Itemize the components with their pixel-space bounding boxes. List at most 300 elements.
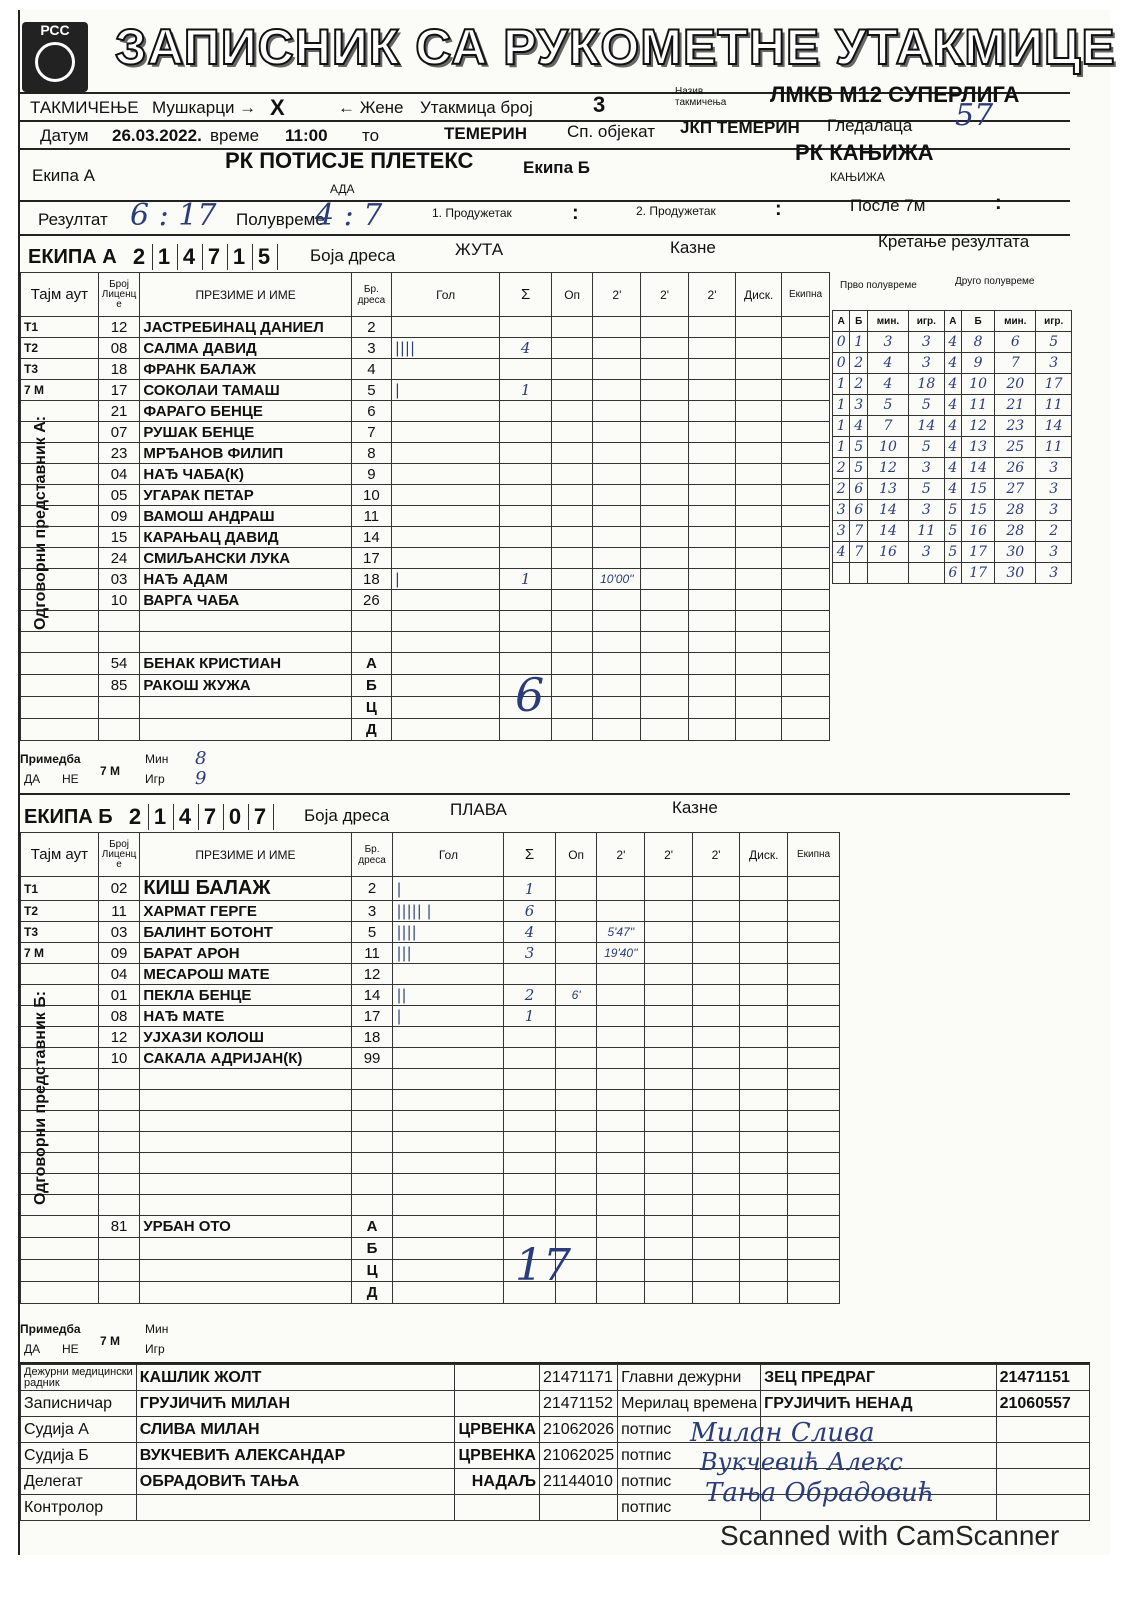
spectators-value: 57 [955, 98, 994, 133]
staff-license2 [996, 1443, 1089, 1469]
col-disq: Диск. [736, 273, 782, 317]
team-b-city: КАЊИЖА [830, 170, 885, 184]
disqualification-cell [740, 1006, 788, 1027]
col-goal: Гол [393, 833, 504, 877]
progress-cell: 26 [995, 458, 1036, 479]
player-name: СОКОЛАИ ТАМАШ [140, 380, 352, 401]
timeout-cell: Т2 [21, 338, 99, 359]
divider [20, 120, 1070, 122]
staff-row [21, 1417, 1090, 1443]
staff-license2: 21471151 [996, 1365, 1089, 1391]
progress-cell: 13 [962, 437, 995, 458]
team-penalty-cell [788, 1111, 840, 1132]
suspension-cell [645, 1090, 692, 1111]
goal-sum: 4 [504, 922, 555, 943]
goal-tally [391, 464, 500, 485]
empty-cell [782, 653, 830, 675]
suspension-cell [688, 464, 735, 485]
player-row [21, 443, 830, 464]
warning-cell [555, 964, 597, 985]
player-row [21, 1111, 840, 1132]
progress-cell: 4 [944, 437, 961, 458]
team-a-igr-label: Игр [145, 772, 165, 786]
progress-cell: 4 [944, 353, 961, 374]
suspension-cell [645, 1006, 692, 1027]
license-cell: 21 [98, 401, 140, 422]
jersey-number: 3 [351, 338, 391, 359]
team-penalty-cell [788, 985, 840, 1006]
goal-tally [393, 1111, 504, 1132]
suspension-cell [641, 569, 688, 590]
suspension-cell [688, 548, 735, 569]
progress-cell: 3 [867, 332, 908, 353]
progress-col: мин. [867, 311, 908, 332]
warning-cell [555, 1195, 597, 1216]
progress-cell: 1 [850, 332, 867, 353]
empty-cell [645, 1282, 692, 1304]
progress-cell: 6 [944, 563, 961, 584]
suspension-cell [645, 943, 692, 964]
empty-cell [393, 1260, 504, 1282]
half-value: 4 : 7 [315, 198, 383, 233]
team-penalty-cell [782, 611, 830, 632]
player-name: ХАРМАТ ГЕРГЕ [140, 901, 351, 922]
suspension-cell [593, 590, 641, 611]
official-name [140, 1282, 351, 1304]
player-name: МЕСАРОШ МАТЕ [140, 964, 351, 985]
suspension-cell [593, 611, 641, 632]
team-code-digit: 2 [124, 804, 149, 830]
official-role: А [351, 653, 391, 675]
license-cell [98, 1238, 140, 1260]
suspension-cell [692, 1069, 739, 1090]
signature-referee-b: Вукчевић Алекс [700, 1448, 903, 1476]
warning-cell [555, 1174, 597, 1195]
player-name: УГАРАК ПЕТАР [140, 485, 352, 506]
team-code-digit: 7 [203, 244, 228, 270]
first-half-label: Прво полувреме [840, 280, 917, 291]
license-cell: 08 [98, 338, 140, 359]
warning-cell [551, 443, 593, 464]
spectators-label: Гледалаца [827, 116, 913, 135]
team-b-min-label: Мин [145, 1322, 169, 1336]
player-row [21, 922, 840, 943]
empty-cell [555, 1216, 597, 1238]
license-cell: 15 [98, 527, 140, 548]
col-warn: Оп [551, 273, 593, 317]
empty-cell [788, 1216, 840, 1238]
official-row [21, 719, 830, 741]
player-name: ВАМОШ АНДРАШ [140, 506, 352, 527]
empty-cell [551, 675, 593, 697]
progress-cell: 30 [995, 563, 1036, 584]
disqualification-cell [736, 338, 782, 359]
license-cell [98, 719, 140, 741]
progress-cell: 14 [1036, 416, 1072, 437]
progress-cell: 2 [833, 458, 850, 479]
progress-cell: 4 [833, 542, 850, 563]
suspension-cell [641, 485, 688, 506]
empty-cell [688, 719, 735, 741]
team-penalty-cell [788, 922, 840, 943]
goal-sum [504, 964, 555, 985]
official-row [21, 1260, 840, 1282]
staff-role: Делегат [21, 1469, 137, 1495]
team-a-7m: 7 М [100, 764, 121, 778]
goal-tally [393, 1153, 504, 1174]
goal-tally [391, 527, 500, 548]
player-row [21, 1132, 840, 1153]
team-a-table [20, 272, 830, 741]
goal-sum [500, 485, 551, 506]
team-penalty-cell [788, 1027, 840, 1048]
empty-cell [593, 719, 641, 741]
match-no-label: Утакмица број [420, 98, 533, 117]
player-name: МРЂАНОВ ФИЛИП [140, 443, 352, 464]
suspension-cell [593, 485, 641, 506]
suspension-cell [593, 506, 641, 527]
progress-cell: 13 [867, 479, 908, 500]
empty-cell [393, 1216, 504, 1238]
goal-tally: ||||| | [393, 901, 504, 922]
suspension-cell [593, 548, 641, 569]
empty-cell [551, 653, 593, 675]
team-code-digit: 7 [249, 804, 274, 830]
progress-cell: 3 [850, 395, 867, 416]
team-b-code [124, 804, 274, 830]
player-name [140, 1174, 351, 1195]
suspension-cell [597, 1111, 645, 1132]
progress-cell: 7 [867, 416, 908, 437]
warning-cell [551, 401, 593, 422]
staff-license2 [996, 1469, 1089, 1495]
progress-cell: 17 [962, 563, 995, 584]
goal-sum [504, 1027, 555, 1048]
col-number: Бр. дреса [351, 273, 391, 317]
progress-cell: 1 [833, 395, 850, 416]
suspension-cell [645, 1048, 692, 1069]
progress-col: Б [850, 311, 867, 332]
goal-sum [500, 632, 551, 653]
jersey-number: 99 [351, 1048, 393, 1069]
player-name: БАЛИНТ БОТОНТ [140, 922, 351, 943]
player-name [140, 632, 352, 653]
disqualification-cell [740, 985, 788, 1006]
jersey-number: 9 [351, 464, 391, 485]
goal-sum [500, 590, 551, 611]
team-penalty-cell [788, 943, 840, 964]
suspension-cell [593, 401, 641, 422]
team-b-7m: 7 М [100, 1334, 121, 1348]
jersey-number [351, 1111, 393, 1132]
team-a-city: АДА [330, 182, 355, 196]
progress-cell: 2 [1036, 521, 1072, 542]
license-cell: 01 [98, 985, 140, 1006]
suspension-cell [597, 877, 645, 901]
suspension-cell [593, 632, 641, 653]
official-row [21, 675, 830, 697]
after7m-label: После 7м [850, 196, 926, 215]
staff-license2: 21060557 [996, 1391, 1089, 1417]
progress-col: игр. [1036, 311, 1072, 332]
suspension-cell [645, 1174, 692, 1195]
men-mark: X [270, 95, 285, 120]
license-cell: 10 [98, 1048, 140, 1069]
progress-cell: 15 [962, 500, 995, 521]
license-cell [98, 1260, 140, 1282]
license-cell: 17 [98, 380, 140, 401]
player-name: КАРАЊАЦ ДАВИД [140, 527, 352, 548]
timeout-cell: Т3 [21, 359, 99, 380]
warning-cell [551, 548, 593, 569]
player-name: НАЂ АДАМ [140, 569, 352, 590]
player-row [21, 548, 830, 569]
team-penalty-cell [782, 590, 830, 611]
suspension-cell [692, 1090, 739, 1111]
team-penalty-cell [782, 443, 830, 464]
progress-cell [833, 563, 850, 584]
progress-cell: 27 [995, 479, 1036, 500]
license-cell [98, 1195, 140, 1216]
suspension-cell [641, 380, 688, 401]
progress-cell: 6 [850, 500, 867, 521]
empty-cell [641, 675, 688, 697]
empty-cell [788, 1282, 840, 1304]
staff-city: ЦРВЕНКА [455, 1417, 539, 1443]
staff-name: СЛИВА МИЛАН [136, 1417, 455, 1443]
progress-cell: 5 [944, 500, 961, 521]
disqualification-cell [736, 527, 782, 548]
suspension-cell [593, 422, 641, 443]
player-row [21, 401, 830, 422]
official-name [140, 1260, 351, 1282]
progress-cell: 4 [944, 479, 961, 500]
col-timeout: Тајм аут [21, 273, 99, 317]
progress-cell: 5 [850, 437, 867, 458]
progress-cell: 5 [850, 458, 867, 479]
suspension-cell [593, 527, 641, 548]
goal-tally [391, 632, 500, 653]
suspension-cell [692, 964, 739, 985]
disqualification-cell [740, 901, 788, 922]
goal-tally [391, 317, 500, 338]
progress-row [833, 332, 1072, 353]
license-cell [98, 632, 140, 653]
jersey-number: 10 [351, 485, 391, 506]
suspension-cell [692, 1132, 739, 1153]
goal-tally: | [393, 877, 504, 901]
progress-cell: 4 [944, 416, 961, 437]
license-cell: 03 [98, 569, 140, 590]
suspension-cell [593, 338, 641, 359]
player-name: САКАЛА АДРИЈАН(К) [140, 1048, 351, 1069]
progress-cell: 4 [867, 374, 908, 395]
goal-sum [500, 506, 551, 527]
official-row [21, 653, 830, 675]
disqualification-cell [740, 964, 788, 985]
team-b-jersey: ПЛАВА [450, 800, 507, 819]
disqualification-cell [740, 1132, 788, 1153]
scanner-watermark: Scanned with CamScanner [720, 1520, 1060, 1551]
comp-name: ЛМКВ М12 СУПЕРЛИГА [770, 82, 1020, 107]
goal-sum: 3 [504, 943, 555, 964]
suspension-cell [641, 590, 688, 611]
suspension-cell [688, 590, 735, 611]
player-row [21, 485, 830, 506]
team-b-label: Екипа Б [523, 158, 590, 177]
suspension-cell [688, 632, 735, 653]
suspension-cell [692, 922, 739, 943]
timeout-cell: Т2 [21, 901, 99, 922]
team-a-name: РК ПОТИСЈЕ ПЛЕТЕКС [225, 148, 474, 173]
staff-license: 21471171 [539, 1365, 617, 1391]
team-penalty-cell [782, 506, 830, 527]
timeout-cell [21, 964, 99, 985]
progress-cell: 5 [909, 479, 945, 500]
goal-tally [391, 590, 500, 611]
suspension-cell [597, 1174, 645, 1195]
progress-row [833, 374, 1072, 395]
goal-tally [391, 401, 500, 422]
progress-cell: 20 [995, 374, 1036, 395]
disqualification-cell [740, 1027, 788, 1048]
empty-cell [645, 1216, 692, 1238]
team-a-total: 6 [515, 668, 545, 722]
suspension-cell [597, 1195, 645, 1216]
jersey-number [351, 1069, 393, 1090]
timeout-cell [21, 675, 99, 697]
goal-tally: | [391, 380, 500, 401]
progress-cell: 3 [833, 521, 850, 542]
suspension-cell [593, 380, 641, 401]
team-penalty-cell [788, 1069, 840, 1090]
suspension-cell [692, 1027, 739, 1048]
warning-cell: 6' [555, 985, 597, 1006]
staff-city [455, 1391, 539, 1417]
progress-cell: 21 [995, 395, 1036, 416]
progress-cell: 4 [867, 353, 908, 374]
official-name [140, 719, 352, 741]
suspension-cell [641, 338, 688, 359]
goal-tally [393, 1048, 504, 1069]
staff-role2: потпис [618, 1417, 761, 1443]
timeout-cell [21, 1216, 99, 1238]
team-b-no: НЕ [62, 1342, 79, 1356]
progress-cell: 3 [909, 332, 945, 353]
player-row [21, 611, 830, 632]
team-penalty-cell [782, 548, 830, 569]
suspension-cell [597, 1048, 645, 1069]
empty-cell [782, 675, 830, 697]
disqualification-cell [740, 1174, 788, 1195]
empty-cell [740, 1238, 788, 1260]
empty-cell [688, 653, 735, 675]
suspension-cell [645, 1153, 692, 1174]
player-row [21, 1069, 840, 1090]
goal-sum: 2 [504, 985, 555, 1006]
col-two1: 2' [597, 833, 645, 877]
suspension-cell [641, 359, 688, 380]
result-label: Резултат [38, 210, 108, 229]
warning-cell [555, 1090, 597, 1111]
goal-tally [393, 1069, 504, 1090]
progress-cell: 2 [833, 479, 850, 500]
jersey-number: 3 [351, 901, 393, 922]
col-sum: Σ [504, 833, 555, 877]
license-cell: 04 [98, 964, 140, 985]
official-row [21, 1282, 840, 1304]
jersey-number: 12 [351, 964, 393, 985]
suspension-cell [692, 1174, 739, 1195]
team-penalty-cell [782, 485, 830, 506]
suspension-cell [645, 1111, 692, 1132]
jersey-number: 5 [351, 380, 391, 401]
progress-cell: 3 [909, 458, 945, 479]
team-penalty-cell [788, 964, 840, 985]
team-a-no: НЕ [62, 772, 79, 786]
player-name [140, 1090, 351, 1111]
suspension-cell [641, 611, 688, 632]
official-role: Б [351, 1238, 393, 1260]
suspension-cell [692, 901, 739, 922]
suspension-cell [692, 1111, 739, 1132]
suspension-cell [641, 548, 688, 569]
goal-tally [393, 1174, 504, 1195]
goal-sum [504, 1048, 555, 1069]
time-label: време [210, 126, 260, 145]
staff-license2 [996, 1495, 1089, 1521]
team-b-table [20, 832, 840, 1304]
col-timeout: Тајм аут [21, 833, 99, 877]
timeout-cell: 7 М [21, 943, 99, 964]
official-name: УРБАН ОТО [140, 1216, 351, 1238]
progress-cell: 5 [944, 542, 961, 563]
progress-cell: 1 [833, 437, 850, 458]
warning-cell [555, 1069, 597, 1090]
license-cell [98, 611, 140, 632]
player-row [21, 569, 830, 590]
disqualification-cell [736, 590, 782, 611]
staff-city [455, 1495, 539, 1521]
progress-col: А [944, 311, 961, 332]
team-code-digit: 1 [228, 244, 253, 270]
goal-tally: ||| [393, 943, 504, 964]
staff-city [455, 1365, 539, 1391]
team-a-igr-value: 9 [195, 768, 207, 789]
disqualification-cell [736, 380, 782, 401]
warning-cell [555, 1111, 597, 1132]
progress-cell: 10 [867, 437, 908, 458]
warning-cell [551, 359, 593, 380]
progress-cell: 5 [1036, 332, 1072, 353]
staff-role: Записничар [21, 1391, 137, 1417]
col-name: ПРЕЗИМЕ И ИМЕ [140, 833, 351, 877]
license-cell: 18 [98, 359, 140, 380]
goal-tally: || [393, 985, 504, 1006]
player-name [140, 1195, 351, 1216]
timeout-cell: Т3 [21, 922, 99, 943]
progress-cell: 7 [995, 353, 1036, 374]
jersey-number: 8 [351, 443, 391, 464]
empty-cell [736, 675, 782, 697]
progress-cell: 5 [867, 395, 908, 416]
license-cell [98, 1069, 140, 1090]
disqualification-cell [740, 1069, 788, 1090]
staff-role2: Главни дежурни [618, 1365, 761, 1391]
progress-cell: 17 [962, 542, 995, 563]
disqualification-cell [740, 1153, 788, 1174]
warning-cell [551, 464, 593, 485]
